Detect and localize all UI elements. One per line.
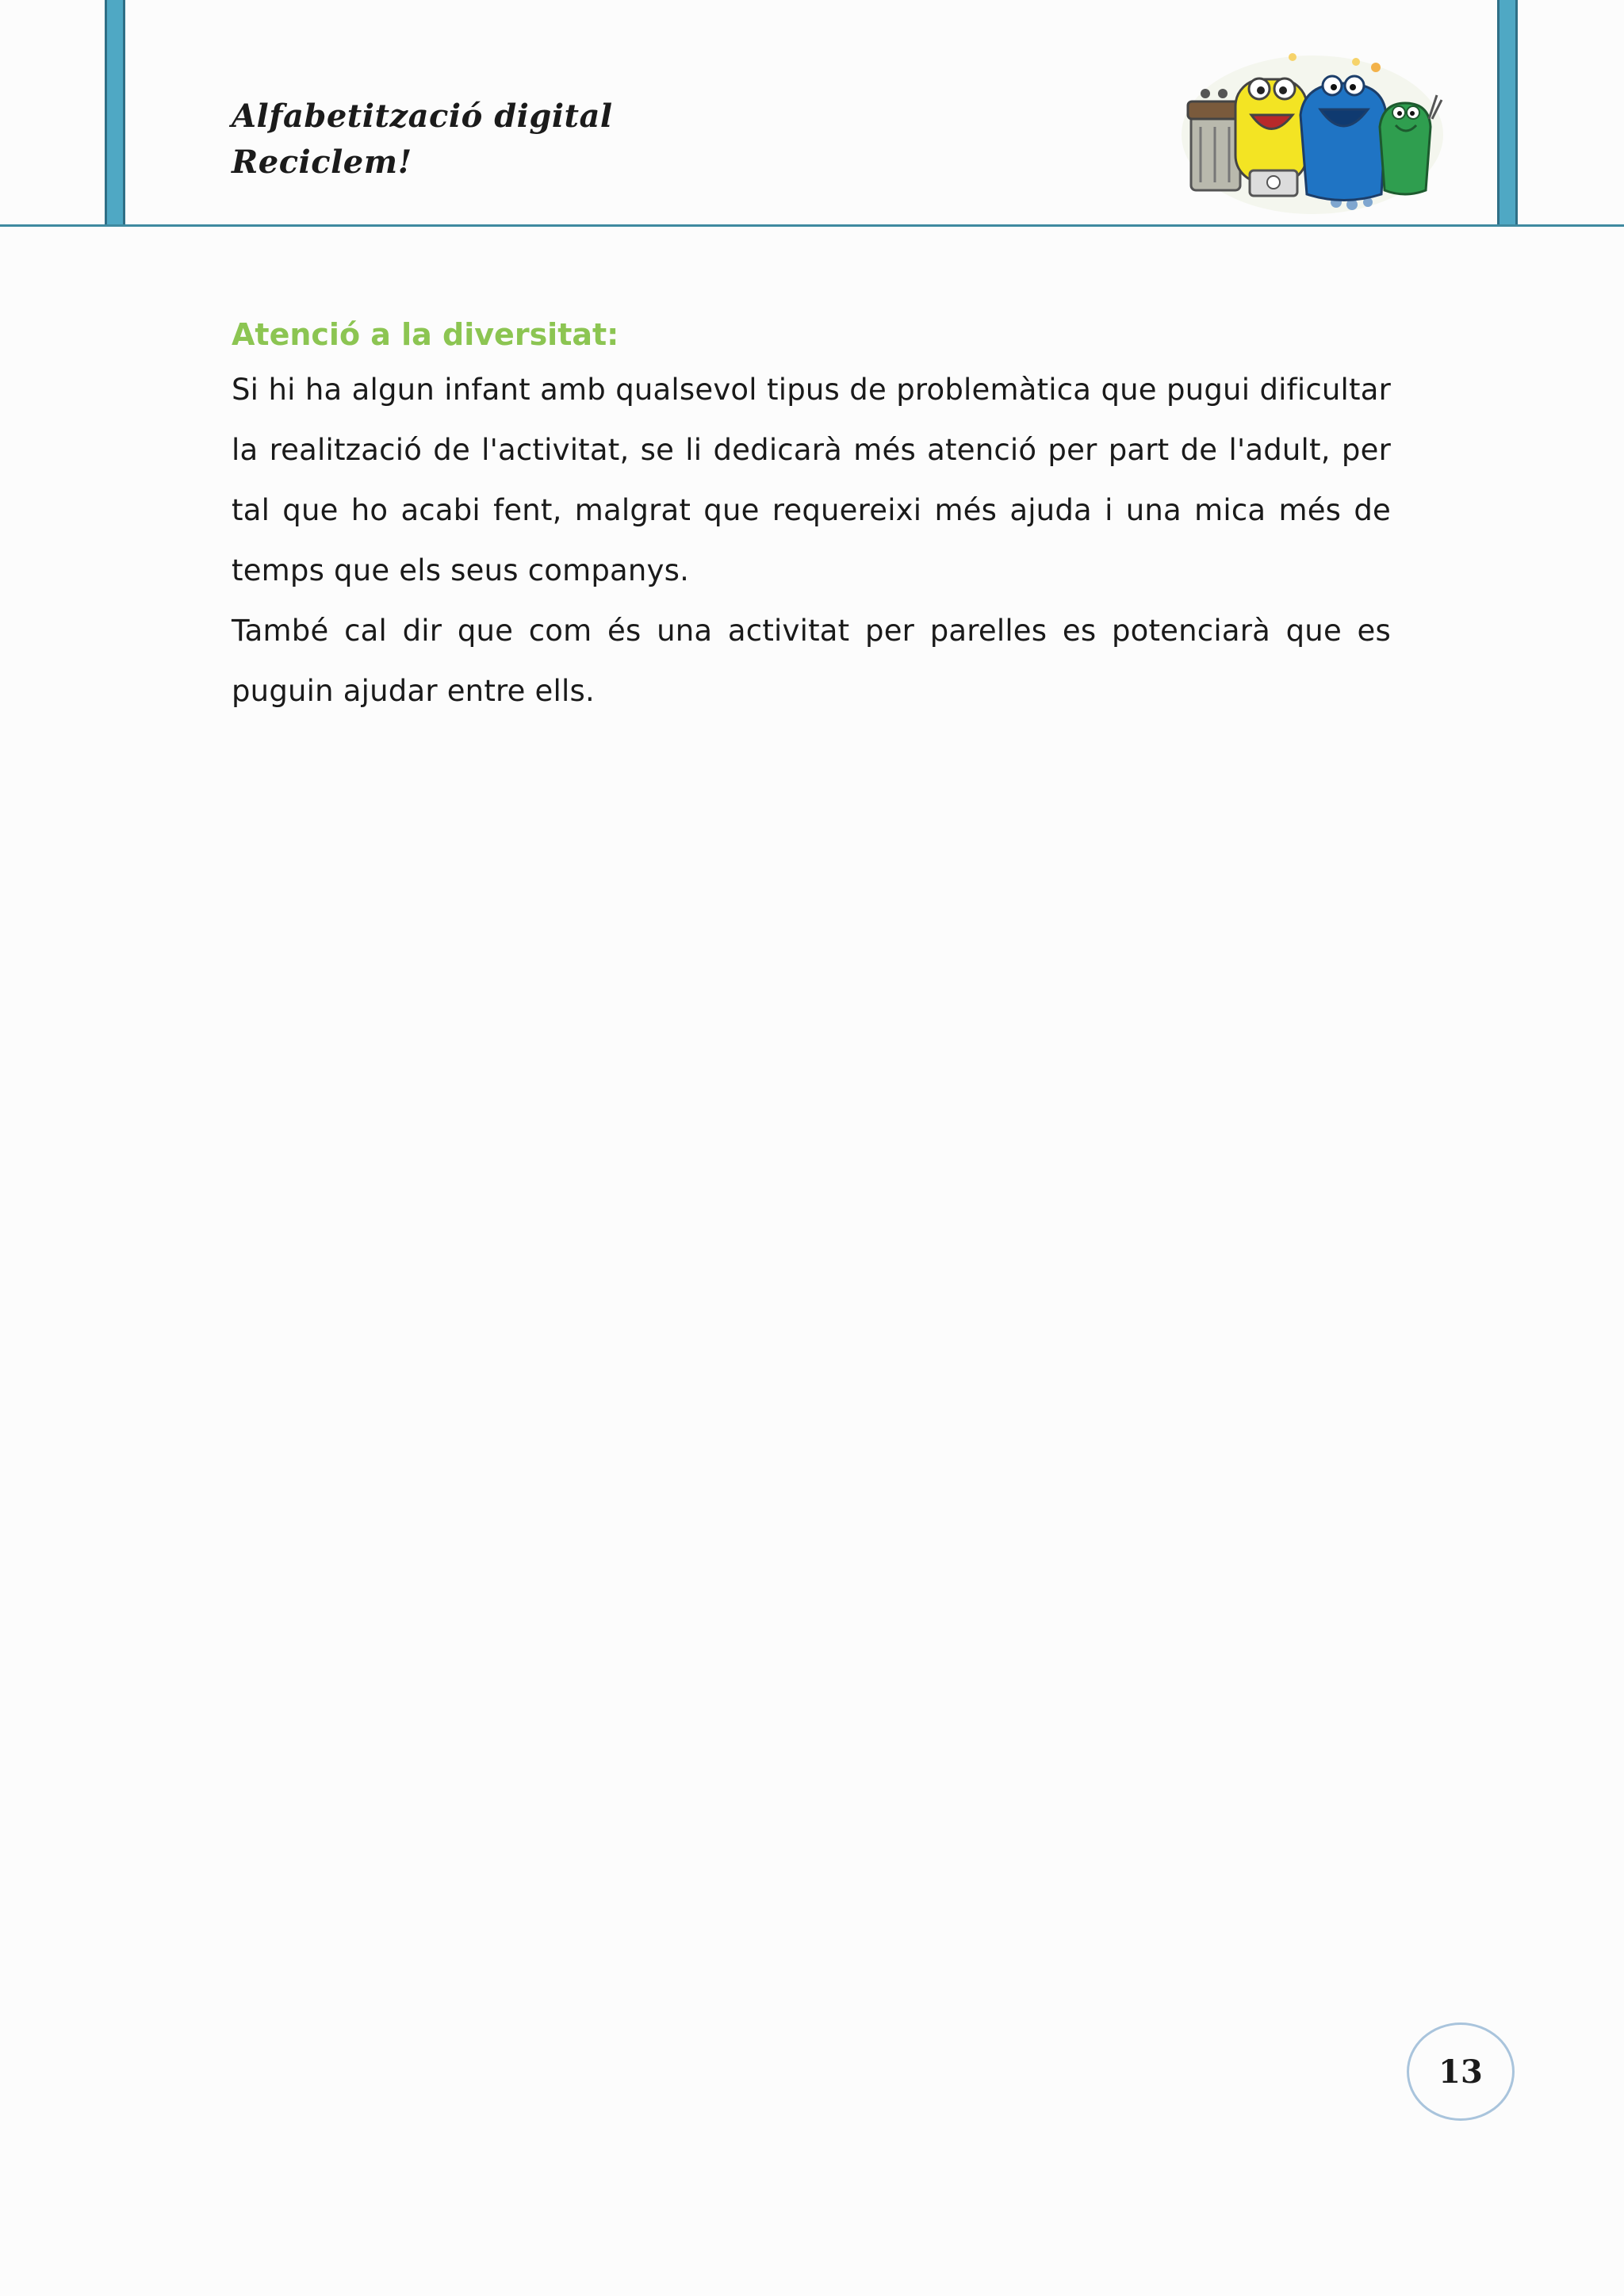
page-header bbox=[0, 0, 1624, 228]
header-right-bar bbox=[1497, 0, 1518, 226]
page-number: 13 bbox=[1407, 2022, 1515, 2121]
header-divider bbox=[0, 224, 1624, 227]
header-title-line1: Alfabetització digital bbox=[232, 98, 613, 135]
paragraph: Si hi ha algun infant amb qualsevol tipus de problemàtica que pugui dificultar la realització de l'activitat, se li dedicarà més atenció per part de l'adult, per tal que ho acabi fent, malgrat que requereixi més ajuda i una mica més de temps que els seus companys. bbox=[232, 373, 1391, 587]
page-content bbox=[232, 309, 1391, 721]
section-heading: Atenció a la diversitat: bbox=[232, 317, 619, 352]
header-left-bar bbox=[105, 0, 125, 226]
paragraph: També cal dir que com és una activitat per parelles es potenciarà que es puguin ajudar entre ells. bbox=[232, 614, 1391, 708]
header-title bbox=[232, 94, 613, 186]
header-title-line2: Reciclem! bbox=[232, 144, 412, 181]
recycling-bins-mascots-icon bbox=[1174, 40, 1443, 222]
